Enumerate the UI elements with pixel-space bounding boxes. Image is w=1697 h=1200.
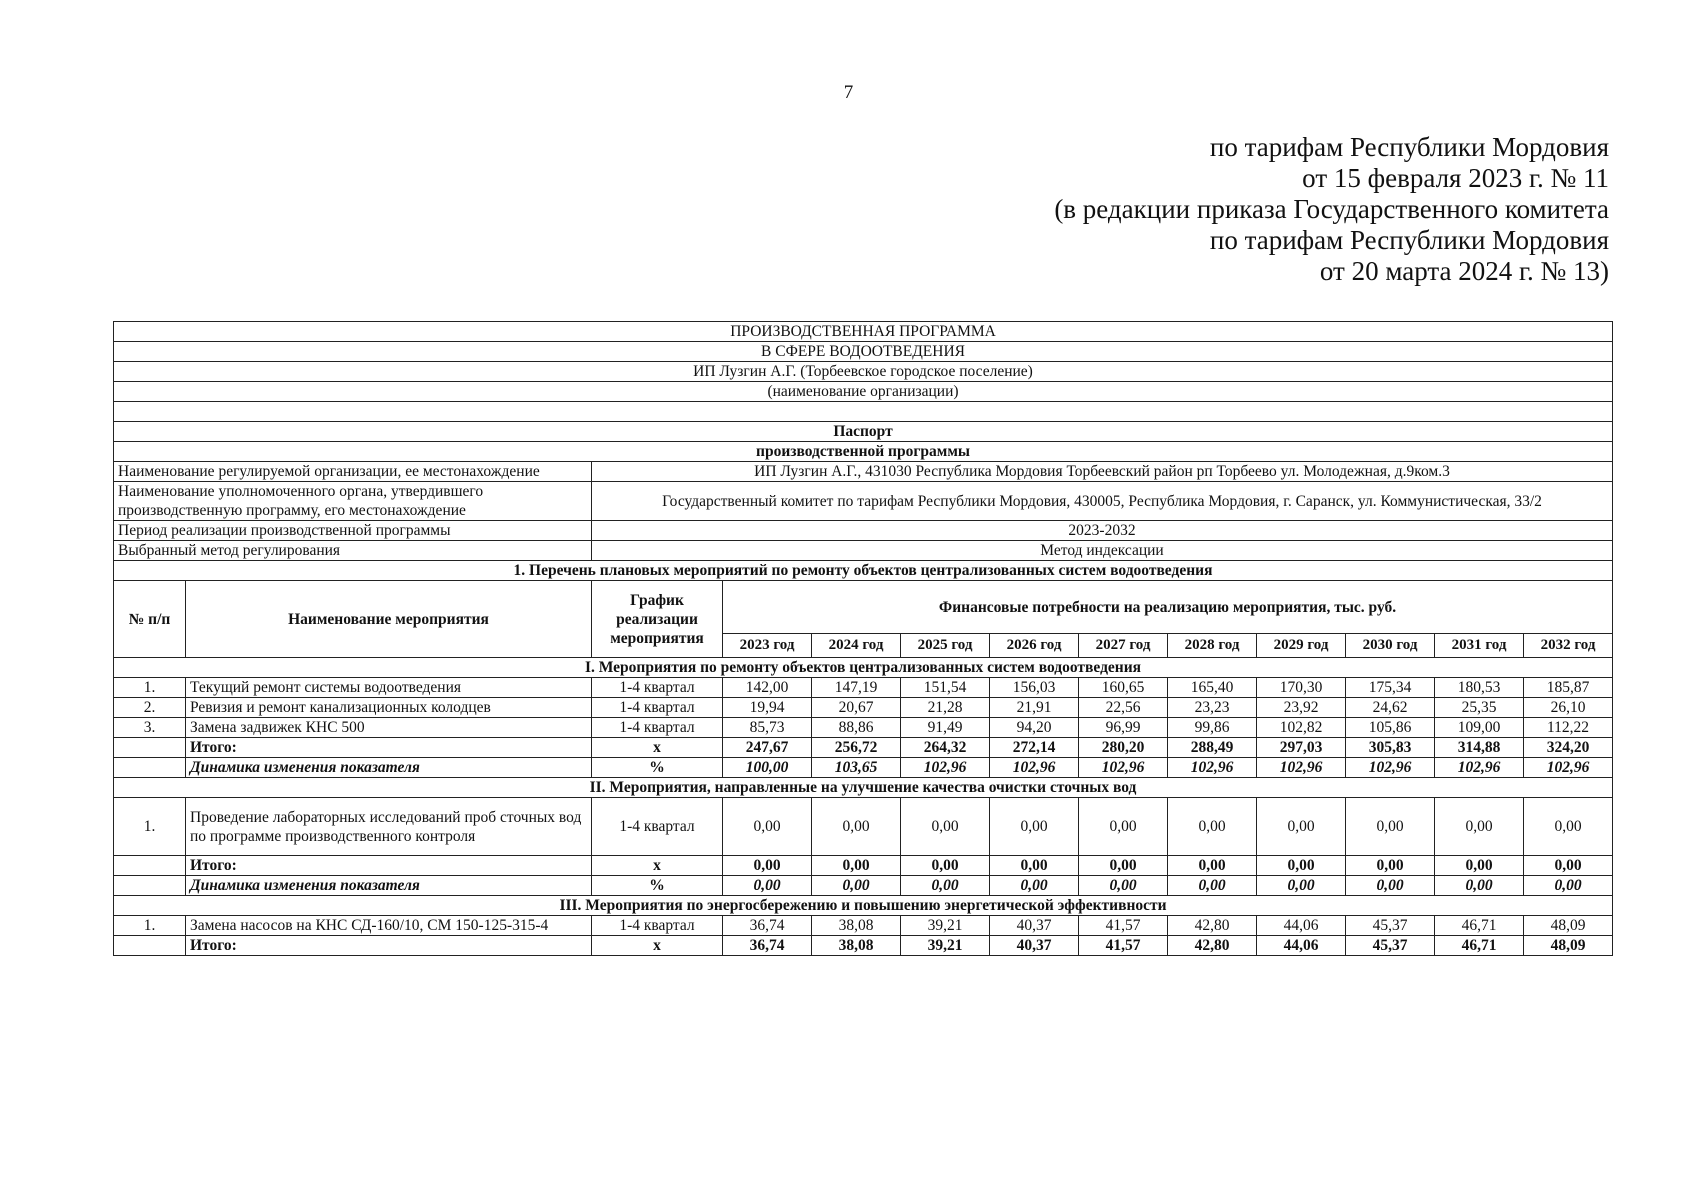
row-value: 44,06 xyxy=(1257,916,1346,936)
row-value: 96,99 xyxy=(1079,718,1168,738)
program-title: ПРОИЗВОДСТВЕННАЯ ПРОГРАММА xyxy=(114,322,1613,342)
row-value: 175,34 xyxy=(1346,678,1435,698)
row-value: 0,00 xyxy=(901,798,990,856)
row-value: 165,40 xyxy=(1168,678,1257,698)
header-line: по тарифам Республики Мордовия xyxy=(1209,132,1609,162)
total-row-value: 0,00 xyxy=(990,856,1079,876)
dynamics-row-value: 102,96 xyxy=(1168,758,1257,778)
empty-cell xyxy=(114,758,186,778)
year-header: 2025 год xyxy=(901,634,990,658)
empty-row xyxy=(114,402,1613,422)
empty-cell xyxy=(114,876,186,896)
dynamics-row-schedule: % xyxy=(592,758,723,778)
row-value: 160,65 xyxy=(1079,678,1168,698)
organization-name: ИП Лузгин А.Г. (Торбеевское городское поселение) xyxy=(114,362,1613,382)
row-number: 1. xyxy=(114,678,186,698)
row-name: Ревизия и ремонт канализационных колодцев xyxy=(186,698,592,718)
total-row-schedule: х xyxy=(592,738,723,758)
dynamics-row-value: 102,96 xyxy=(990,758,1079,778)
dynamics-row-value: 102,96 xyxy=(1079,758,1168,778)
dynamics-row xyxy=(114,758,1613,778)
row-value: 20,67 xyxy=(812,698,901,718)
row-number: 1. xyxy=(114,916,186,936)
total-row-label: Итого: xyxy=(186,856,592,876)
dynamics-row-value: 0,00 xyxy=(901,876,990,896)
total-row-value: 324,20 xyxy=(1524,738,1613,758)
total-row-label: Итого: xyxy=(186,738,592,758)
dynamics-row-value: 100,00 xyxy=(723,758,812,778)
dynamics-row-value: 0,00 xyxy=(723,876,812,896)
row-number: 3. xyxy=(114,718,186,738)
passport-label: Наименование регулируемой организации, ее местонахождение xyxy=(114,462,592,482)
passport-subtitle: производственной программы xyxy=(114,442,1613,462)
row-value: 21,91 xyxy=(990,698,1079,718)
row-name: Проведение лабораторных исследований проб сточных вод по программе производственного контроля xyxy=(186,798,592,856)
row-value: 41,57 xyxy=(1079,916,1168,936)
row-name: Текущий ремонт системы водоотведения xyxy=(186,678,592,698)
dynamics-row-value: 0,00 xyxy=(1168,876,1257,896)
dynamics-row-label: Динамика изменения показателя xyxy=(186,876,592,896)
header-line: по тарифам Республики Мордовия xyxy=(1209,225,1609,255)
year-header: 2027 год xyxy=(1079,634,1168,658)
total-row-value: 314,88 xyxy=(1435,738,1524,758)
total-row-value: 48,09 xyxy=(1524,936,1613,956)
total-row-value: 0,00 xyxy=(1435,856,1524,876)
row-value: 0,00 xyxy=(1524,798,1613,856)
section-header-row xyxy=(114,778,1613,798)
total-row-value: 40,37 xyxy=(990,936,1079,956)
row-value: 23,23 xyxy=(1168,698,1257,718)
row-value: 0,00 xyxy=(1168,798,1257,856)
row-value: 180,53 xyxy=(1435,678,1524,698)
table-row xyxy=(114,698,1613,718)
dynamics-row-value: 0,00 xyxy=(1079,876,1168,896)
row-number: 2. xyxy=(114,698,186,718)
total-row-value: 0,00 xyxy=(1168,856,1257,876)
table-row xyxy=(114,718,1613,738)
col-header-finance: Финансовые потребности на реализацию мероприятия, тыс. руб. xyxy=(723,581,1613,634)
row-value: 26,10 xyxy=(1524,698,1613,718)
dynamics-row-value: 102,96 xyxy=(901,758,990,778)
total-row-schedule: х xyxy=(592,856,723,876)
year-header: 2030 год xyxy=(1346,634,1435,658)
row-schedule: 1-4 квартал xyxy=(592,718,723,738)
total-row-value: 297,03 xyxy=(1257,738,1346,758)
total-row-value: 0,00 xyxy=(1346,856,1435,876)
row-value: 91,49 xyxy=(901,718,990,738)
row-value: 99,86 xyxy=(1168,718,1257,738)
total-row xyxy=(114,856,1613,876)
dynamics-row-label: Динамика изменения показателя xyxy=(186,758,592,778)
year-header: 2032 год xyxy=(1524,634,1613,658)
total-row-value: 46,71 xyxy=(1435,936,1524,956)
total-row-value: 272,14 xyxy=(990,738,1079,758)
header-line: от 20 марта 2024 г. № 13) xyxy=(1319,256,1609,286)
table-row xyxy=(114,798,1613,856)
total-row-value: 0,00 xyxy=(723,856,812,876)
row-value: 21,28 xyxy=(901,698,990,718)
total-row-value: 0,00 xyxy=(901,856,990,876)
total-row-value: 280,20 xyxy=(1079,738,1168,758)
empty-cell xyxy=(114,856,186,876)
total-row-value: 44,06 xyxy=(1257,936,1346,956)
row-value: 24,62 xyxy=(1346,698,1435,718)
dynamics-row-value: 0,00 xyxy=(1257,876,1346,896)
dynamics-row-value: 103,65 xyxy=(812,758,901,778)
dynamics-row-value: 102,96 xyxy=(1346,758,1435,778)
header-line: от 15 февраля 2023 г. № 11 xyxy=(1302,163,1609,193)
total-row-schedule: х xyxy=(592,936,723,956)
table-body xyxy=(114,322,1613,956)
col-header-num: № п/п xyxy=(114,581,186,658)
dynamics-row-value: 102,96 xyxy=(1435,758,1524,778)
dynamics-row-value: 0,00 xyxy=(1524,876,1613,896)
dynamics-row-value: 0,00 xyxy=(812,876,901,896)
total-row-value: 0,00 xyxy=(1524,856,1613,876)
row-value: 109,00 xyxy=(1435,718,1524,738)
table-row xyxy=(114,916,1613,936)
row-value: 0,00 xyxy=(723,798,812,856)
col-header-name: Наименование мероприятия xyxy=(186,581,592,658)
row-value: 0,00 xyxy=(1435,798,1524,856)
row-value: 42,80 xyxy=(1168,916,1257,936)
row-value: 38,08 xyxy=(812,916,901,936)
total-row xyxy=(114,936,1613,956)
order-reference-header xyxy=(1054,132,1609,287)
passport-label: Наименование уполномоченного органа, утвердившего производственную программу, его местонахождение xyxy=(114,482,592,521)
section-title: I. Мероприятия по ремонту объектов централизованных систем водоотведения xyxy=(114,658,1613,678)
passport-value: Метод индексации xyxy=(592,541,1613,561)
dynamics-row-value: 0,00 xyxy=(990,876,1079,896)
row-value: 112,22 xyxy=(1524,718,1613,738)
section-title: II. Мероприятия, направленные на улучшение качества очистки сточных вод xyxy=(114,778,1613,798)
row-value: 0,00 xyxy=(1346,798,1435,856)
row-value: 88,86 xyxy=(812,718,901,738)
passport-label: Выбранный метод регулирования xyxy=(114,541,592,561)
production-program-table xyxy=(113,321,1613,956)
passport-value: Государственный комитет по тарифам Республики Мордовия, 430005, Республика Мордовия, г. Саранск, ул. Коммунистическая, 33/2 xyxy=(592,482,1613,521)
section-header-row xyxy=(114,658,1613,678)
row-value: 23,92 xyxy=(1257,698,1346,718)
row-name: Замена насосов на КНС СД-160/10, СМ 150-125-315-4 xyxy=(186,916,592,936)
row-value: 105,86 xyxy=(1346,718,1435,738)
row-value: 142,00 xyxy=(723,678,812,698)
row-value: 0,00 xyxy=(812,798,901,856)
row-value: 19,94 xyxy=(723,698,812,718)
year-header: 2028 год xyxy=(1168,634,1257,658)
row-value: 25,35 xyxy=(1435,698,1524,718)
total-row-value: 45,37 xyxy=(1346,936,1435,956)
organization-caption: (наименование организации) xyxy=(114,382,1613,402)
row-value: 147,19 xyxy=(812,678,901,698)
section-title: III. Мероприятия по энергосбережению и повышению энергетической эффективности xyxy=(114,896,1613,916)
dynamics-row-value: 0,00 xyxy=(1435,876,1524,896)
year-header: 2029 год xyxy=(1257,634,1346,658)
dynamics-row xyxy=(114,876,1613,896)
passport-value: ИП Лузгин А.Г., 431030 Республика Мордовия Торбеевский район рп Торбеево ул. Молодежная, д.9ком.3 xyxy=(592,462,1613,482)
total-row-value: 256,72 xyxy=(812,738,901,758)
total-row-value: 264,32 xyxy=(901,738,990,758)
row-value: 156,03 xyxy=(990,678,1079,698)
program-sphere: В СФЕРЕ ВОДООТВЕДЕНИЯ xyxy=(114,342,1613,362)
passport-value: 2023-2032 xyxy=(592,521,1613,541)
row-value: 94,20 xyxy=(990,718,1079,738)
row-value: 170,30 xyxy=(1257,678,1346,698)
list-title: 1. Перечень плановых мероприятий по ремонту объектов централизованных систем водоотведения xyxy=(114,561,1613,581)
total-row-value: 36,74 xyxy=(723,936,812,956)
row-value: 0,00 xyxy=(1079,798,1168,856)
row-schedule: 1-4 квартал xyxy=(592,916,723,936)
row-name: Замена задвижек КНС 500 xyxy=(186,718,592,738)
row-value: 40,37 xyxy=(990,916,1079,936)
total-row-value: 42,80 xyxy=(1168,936,1257,956)
row-value: 45,37 xyxy=(1346,916,1435,936)
row-value: 36,74 xyxy=(723,916,812,936)
row-value: 0,00 xyxy=(1257,798,1346,856)
page-number: 7 xyxy=(843,82,854,103)
total-row-value: 39,21 xyxy=(901,936,990,956)
section-header-row xyxy=(114,896,1613,916)
passport-label: Период реализации производственной программы xyxy=(114,521,592,541)
year-header: 2024 год xyxy=(812,634,901,658)
empty-cell xyxy=(114,738,186,758)
header-line: (в редакции приказа Государственного комитета xyxy=(1054,194,1609,224)
empty-cell xyxy=(114,936,186,956)
dynamics-row-schedule: % xyxy=(592,876,723,896)
row-value: 85,73 xyxy=(723,718,812,738)
row-value: 48,09 xyxy=(1524,916,1613,936)
year-header: 2023 год xyxy=(723,634,812,658)
row-value: 185,87 xyxy=(1524,678,1613,698)
year-header: 2031 год xyxy=(1435,634,1524,658)
total-row-value: 0,00 xyxy=(1079,856,1168,876)
row-schedule: 1-4 квартал xyxy=(592,678,723,698)
total-row-label: Итого: xyxy=(186,936,592,956)
row-value: 0,00 xyxy=(990,798,1079,856)
passport-title: Паспорт xyxy=(114,422,1613,442)
col-header-schedule: График реализации мероприятия xyxy=(592,581,723,658)
dynamics-row-value: 0,00 xyxy=(1346,876,1435,896)
total-row-value: 0,00 xyxy=(812,856,901,876)
total-row-value: 305,83 xyxy=(1346,738,1435,758)
year-header: 2026 год xyxy=(990,634,1079,658)
total-row xyxy=(114,738,1613,758)
row-schedule: 1-4 квартал xyxy=(592,698,723,718)
dynamics-row-value: 102,96 xyxy=(1524,758,1613,778)
row-value: 102,82 xyxy=(1257,718,1346,738)
total-row-value: 288,49 xyxy=(1168,738,1257,758)
row-number: 1. xyxy=(114,798,186,856)
total-row-value: 38,08 xyxy=(812,936,901,956)
dynamics-row-value: 102,96 xyxy=(1257,758,1346,778)
row-value: 151,54 xyxy=(901,678,990,698)
total-row-value: 41,57 xyxy=(1079,936,1168,956)
total-row-value: 0,00 xyxy=(1257,856,1346,876)
row-value: 46,71 xyxy=(1435,916,1524,936)
row-schedule: 1-4 квартал xyxy=(592,798,723,856)
table-row xyxy=(114,678,1613,698)
row-value: 22,56 xyxy=(1079,698,1168,718)
total-row-value: 247,67 xyxy=(723,738,812,758)
row-value: 39,21 xyxy=(901,916,990,936)
